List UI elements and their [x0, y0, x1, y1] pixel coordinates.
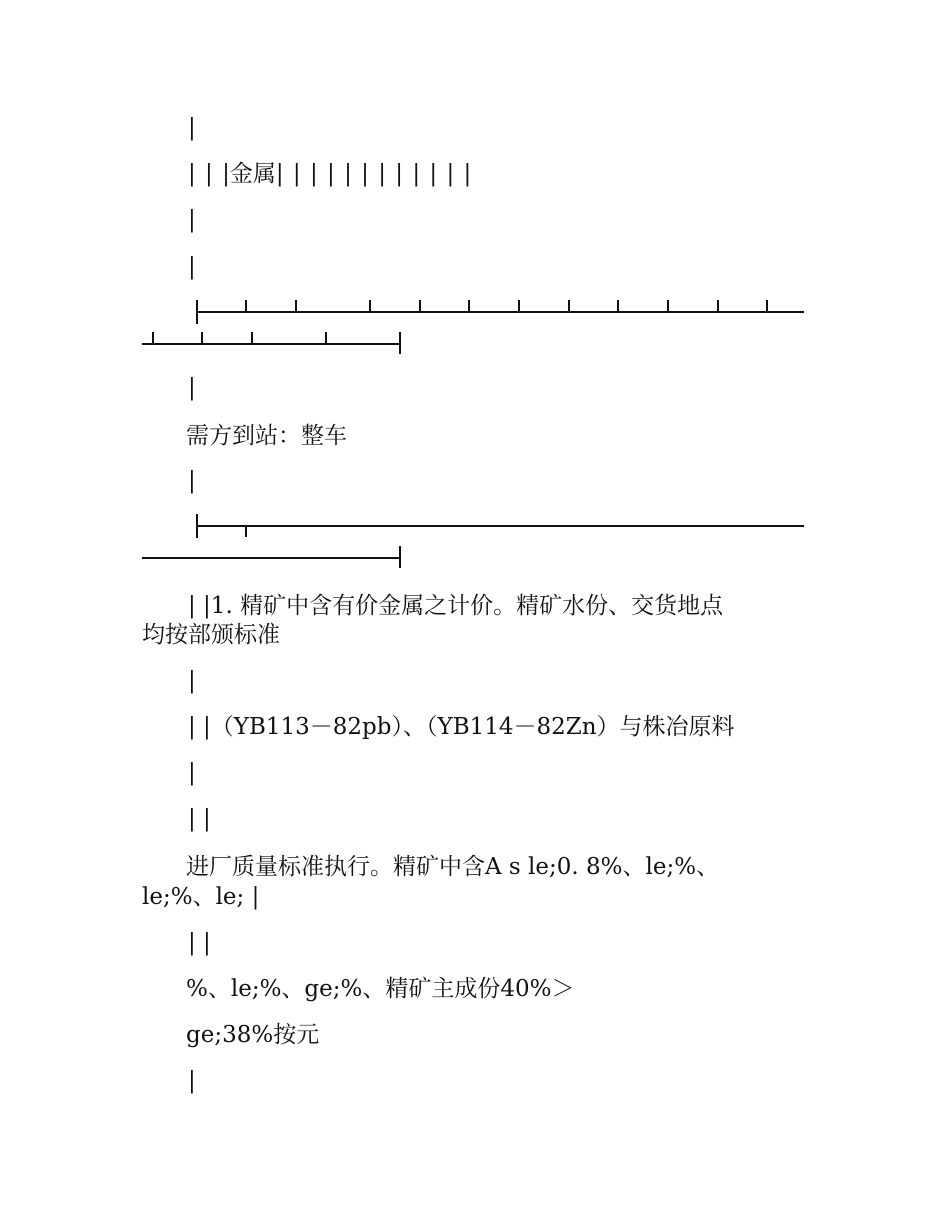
clause-1-line-2: 均按部颁标准 — [142, 622, 280, 648]
quality-standard-line-1: 进厂质量标准执行。精矿中含A s le;0. 8%、le;%、 — [186, 854, 720, 880]
table-border-fragment-5: | — [188, 468, 196, 494]
table-header-metal-row: | | |金属| | | | | | | | | | | | — [188, 161, 472, 187]
table-border-fragment-6: | — [188, 668, 196, 694]
table-border-fragment-3: | — [188, 254, 196, 280]
standards-line: | |（YB113－82pb）、（YB114－82Zn）与株冶原料 — [188, 714, 735, 740]
table-border-fragment-2: | — [188, 207, 196, 233]
destination-line: 需方到站：整车 — [186, 423, 347, 449]
table-border-fragment-9: | | — [188, 930, 211, 956]
table-border-fragment-10: | — [188, 1068, 196, 1094]
table-border-fragment-8: | | — [188, 806, 211, 832]
price-line: ge;38%按元 — [186, 1022, 320, 1048]
clause-1-line-1: | |1. 精矿中含有价金属之计价。精矿水份、交货地点 — [188, 593, 724, 619]
quality-standard-line-2: le;%、le; | — [142, 884, 260, 910]
main-component-line: %、le;%、ge;%、精矿主成份40%＞ — [186, 976, 575, 1002]
table-border-fragment-4: | — [188, 375, 196, 401]
table-border-fragment-7: | — [188, 760, 196, 786]
table-border-fragment-1: | — [188, 115, 196, 141]
